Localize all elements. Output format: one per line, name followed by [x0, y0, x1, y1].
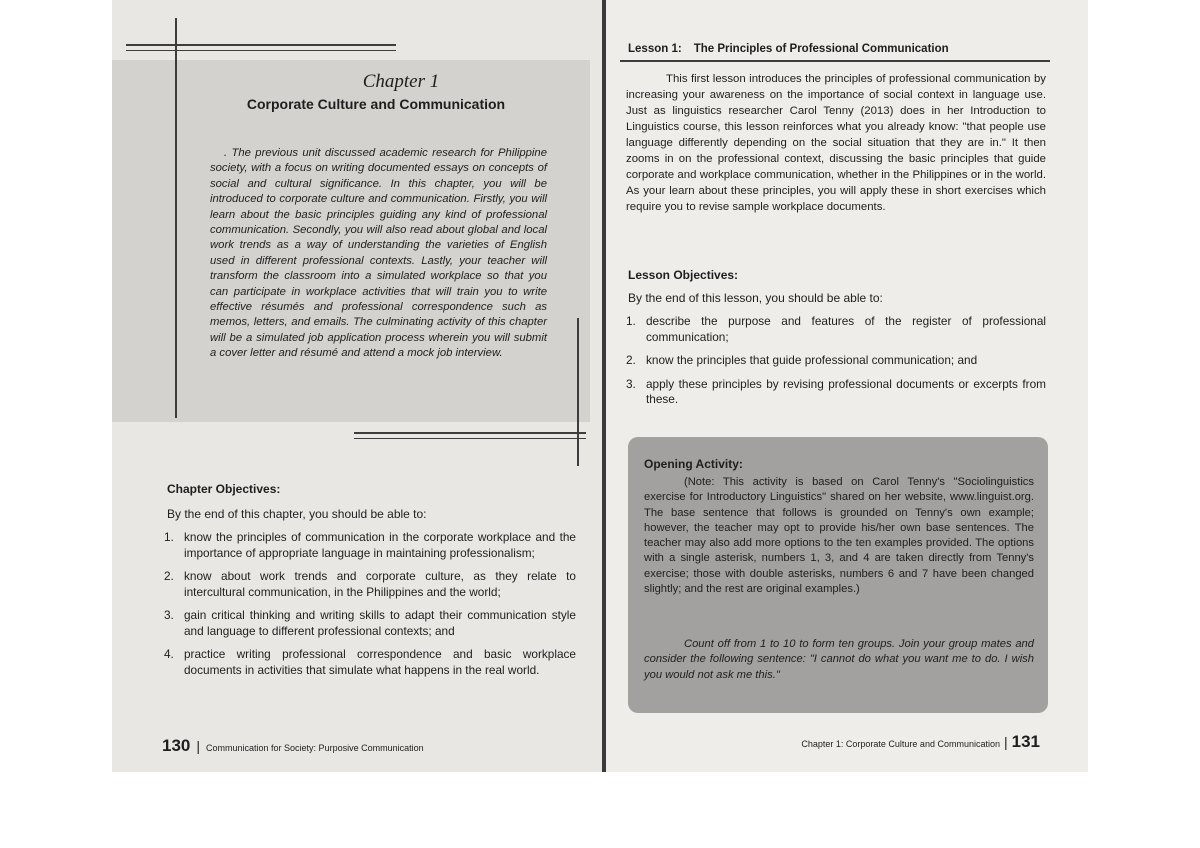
chapter-objectives-heading: Chapter Objectives: — [167, 482, 281, 496]
chapter-objectives-list — [164, 530, 576, 678]
list-item: 1. describe the purpose and features of the register of professional communication; — [626, 314, 1046, 344]
page-number: 130 — [162, 736, 191, 755]
top-rule-thin — [126, 50, 396, 51]
left-page — [112, 0, 602, 772]
lesson-header — [628, 43, 1048, 55]
list-item: 4. practice writing professional correspondence and basic workplace documents in activities that simulate what happens in the real world. — [164, 647, 576, 677]
right-vertical-rule — [577, 318, 579, 466]
page-number: 131 — [1011, 732, 1040, 751]
list-item: 1. know the principles of communication in the corporate workplace and the importance of appropriate language in maintaining professionalism; — [164, 530, 576, 560]
lesson-title: The Principles of Professional Communication — [693, 43, 949, 55]
right-page — [606, 0, 1088, 772]
lesson-intro-paragraph: This first lesson introduces the principles of professional communication by increasing your awareness on the importance of social context in language use. Just as linguistics researcher Carol Tenny (2013) does in her Introduction to Linguistics course, this lesson reinforces what you already know: "that people use language differently depending on the social situation that they are in." It then zooms in on the professional context, discussing the basic principles that guide corporate and workplace communication, whether in the Philippines or in the world. As your learn about these principles, you will apply these in short exercises which require you to revise sample workplace documents. — [626, 73, 1046, 213]
lesson-label: Lesson 1: — [628, 43, 682, 55]
chapter-intro-paragraph: . The previous unit discussed academic research for Philippine society, with a focus on writing documented essays on concepts of social and cultural significance. In this chapter, you will be introduced to corporate culture and communication. Firstly, you will learn about the basic principles guiding any kind of professional communication. Secondly, you will also read about global and local work trends as a way of understanding the varieties of English used in different professional contexts. Lastly, your teacher will transform the classroom into a simulated workplace so that you can participate in workplace activities that will train you to write effective résumés and professional correspondence such as memos, letters, and emails. The culminating activity of this chapter will be a simulated job application process wherein you will submit a cover letter and résumé and attend a mock job interview. — [210, 147, 547, 360]
bottom-rule-thin — [354, 438, 586, 439]
list-item: 3. apply these principles by revising professional documents or excerpts from these. — [626, 376, 1046, 406]
footer-separator: | — [1003, 734, 1008, 750]
opening-activity-box — [628, 437, 1048, 713]
chapter-objectives-lead: By the end of this chapter, you should be able to: — [167, 507, 427, 521]
left-vertical-rule — [175, 18, 177, 418]
list-item: 2. know the principles that guide professional communication; and — [626, 353, 978, 367]
opening-activity-heading: Opening Activity: — [644, 457, 743, 471]
footer-running-head: Chapter 1: Corporate Culture and Communication — [801, 739, 1000, 749]
bottom-rule-thick — [354, 432, 586, 434]
book-spread — [112, 0, 1088, 772]
lesson-objectives-lead: By the end of this lesson, you should be able to: — [628, 291, 883, 305]
chapter-label: Chapter 1 — [362, 71, 440, 92]
footer-separator: | — [196, 738, 201, 754]
left-page-footer — [162, 736, 492, 756]
lesson-objectives-list — [626, 314, 1046, 408]
chapter-title: Corporate Culture and Communication — [246, 96, 506, 112]
lesson-header-rule — [620, 60, 1050, 62]
list-item: 2. know about work trends and corporate culture, as they relate to intercultural communication, in the Philippines and the world; — [164, 569, 576, 599]
opening-activity-note: (Note: This activity is based on Carol Tenny's "Sociolinguistics exercise for Introductory Linguistics" shared on her website, www.linguist.org. The base sentence that follows is grounded on Tenny's own example; however, the teacher may opt to provide his/her own base sentences. The teacher may also add more options to the ten examples provided. The options with a single asterisk, numbers 1, 3, and 4 are taken directly from Tenny's exercise; those with double asterisks, numbers 6 and 7 have been changed slightly; and the rest are original examples.) — [644, 476, 1034, 596]
lesson-objectives-heading: Lesson Objectives: — [628, 268, 739, 282]
footer-book-title: Communication for Society: Purposive Communication — [206, 743, 424, 753]
opening-activity-instruction: Count off from 1 to 10 to form ten groups. Join your group mates and consider the following sentence: "I cannot do what you want me to do. I wish you would not ask me this." — [644, 638, 1034, 681]
list-item: 3. gain critical thinking and writing skills to adapt their communication style and language to different professional contexts; and — [164, 608, 576, 638]
right-page-footer — [801, 732, 1040, 752]
top-rule-thick — [126, 44, 396, 46]
